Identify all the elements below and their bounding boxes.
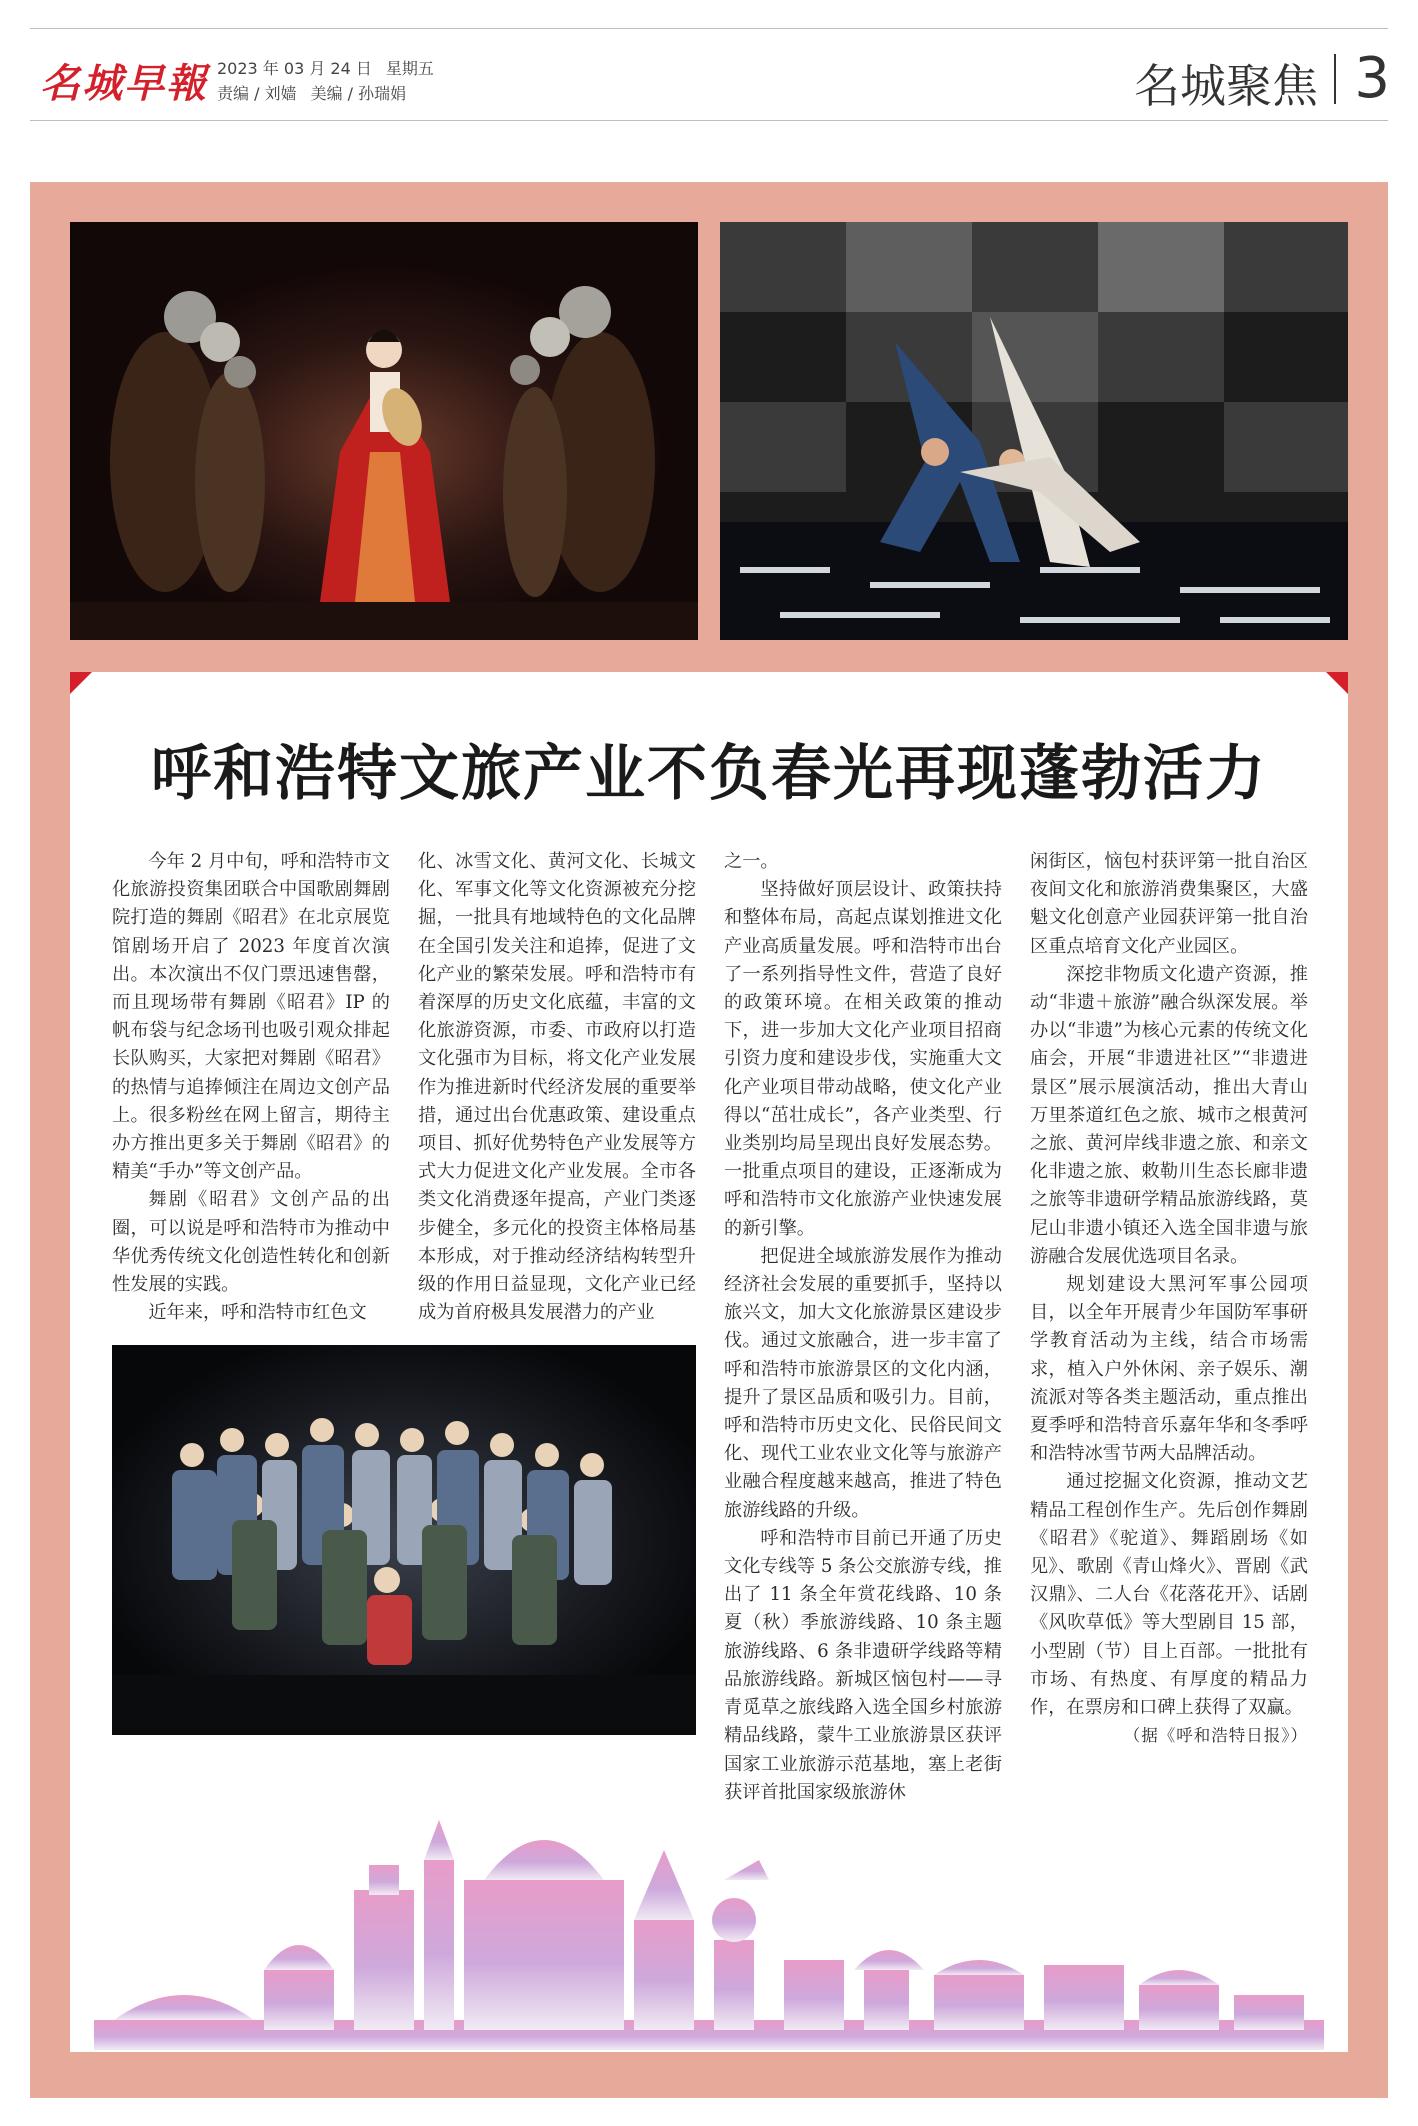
article-column-4 (1030, 848, 1308, 1751)
article-paragraph: 呼和浩特市目前已开通了历史文化专线等 5 条公交旅游专线，推出了 11 条全年赏花线路、10 条夏（秋）季旅游线路、10 条主题旅游线路、6 条非遗研学线路等精品旅游线路。新城区恼包村——寻青觅草之旅线路入选全国乡村旅游精品线路，蒙牛工业旅游景区获评国家工业旅游示范基地，塞上老街获评首批国家级旅游休 (724, 1527, 1002, 1803)
article-paragraph: 今年 2 月中旬，呼和浩特市文化旅游投资集团联合中国歌剧舞剧院打造的舞剧《昭君》在北京展览馆剧场开启了 2023 年度首次演出。本次演出不仅门票迅速售罄，而且现场带有舞剧《昭君》IP 的帆布袋与纪念场刊也吸引观众排起长队购买，大家把对舞剧《昭君》的热情与追捧倾注在周边文创产品上。很多粉丝在网上留言，期待主办方推出更多关于舞剧《昭君》的精美“手办”等文创产品。 (112, 851, 390, 1183)
article-paragraph: 之一。 (724, 851, 779, 872)
issue-editor: 责编 / 刘嫱 (217, 84, 297, 103)
article-column-2 (418, 848, 696, 1327)
article-paragraph: 深挖非物质文化遗产资源，推动“非遗＋旅游”融合纵深发展。举办以“非遗”为核心元素的传统文化庙会，开展“非遗进社区”“非遗进景区”展示展演活动，推出大青山万里茶道红色之旅、城市之根黄河之旅、黄河岸线非遗之旅、和亲文化非遗之旅、敕勒川生态长廊非遗之旅等非遗研学精品旅游线路，莫尼山非遗小镇还入选全国非遗与旅游融合发展优选项目名录。 (1030, 963, 1308, 1267)
issue-date-line (217, 56, 448, 81)
photo-ensemble-cast (112, 1345, 696, 1735)
article-paragraph: 舞剧《昭君》文创产品的出圈，可以说是呼和浩特市为推动中华优秀传统文化创造性转化和创新性发展的实践。 (112, 1189, 390, 1296)
corner-marker-left (70, 672, 92, 694)
masthead-bottom-rule (30, 120, 1388, 121)
article-column-3 (724, 848, 1002, 1807)
city-skyline-illustration (94, 1770, 1324, 2070)
article-headline: 呼和浩特文旅产业不负春光再现蓬勃活力 (151, 739, 1267, 809)
article-source-credit: （据《呼和浩特日报》） (1123, 1726, 1308, 1746)
article-paragraph: 坚持做好顶层设计、政策扶持和整体布局，高起点谋划推进文化产业高质量发展。呼和浩特市出台了一系列指导性文件，营造了良好的政策环境。在相关政策的推动下，进一步加大文化产业项目招商引资力度和建设步伐，实施重大文化产业项目带动战略，使文化产业得以“茁壮成长”，各产业类型、行业类别均局呈现出良好发展态势。一批重点项目的建设，正逐渐成为呼和浩特市文化旅游产业快速发展的新引擎。 (724, 879, 1002, 1239)
photo-dance-duo (720, 222, 1348, 640)
article-column-1 (112, 848, 390, 1327)
corner-marker-right (1326, 672, 1348, 694)
article-paragraph: 化、冰雪文化、黄河文化、长城文化、军事文化等文化资源被充分挖掘，一批具有地域特色的文化品牌在全国引发关注和追捧，促进了文化产业的繁荣发展。呼和浩特市有着深厚的历史文化底蕴，丰富的文化旅游资源，市委、市政府以打造文化强市为目标，将文化产业发展作为推进新时代经济发展的重要举措，通过出台优惠政策、建设重点项目、抓好优势特色产业发展等方式大力促进文化产业发展。全市各类文化消费逐年提高，产业门类逐步健全，多元化的投资主体格局基本形成，对于推动经济结构转型升级的作用日益显现，文化产业已经成为首府极具发展潜力的产业 (418, 851, 696, 1324)
masthead-top-rule (30, 28, 1388, 29)
issue-designer: 美编 / 孙瑞娟 (310, 84, 407, 103)
article-paragraph: 闲街区，恼包村获评第一批自治区夜间文化和旅游消费集聚区，大盛魁文化创意产业园获评第一批自治区重点培育文化产业园区。 (1030, 851, 1308, 957)
issue-weekday: 星期五 (385, 59, 434, 78)
article-paragraph: 把促进全域旅游发展作为推动经济社会发展的重要抓手，坚持以旅兴文，加大文化旅游景区建设步伐。通过文旅融合，进一步丰富了呼和浩特市旅游景区的文化内涵，提升了景区品质和吸引力。目前，呼和浩特市历史文化、民俗民间文化、现代工业农业文化等与旅游产业融合程度越来越高，推进了特色旅游线路的升级。 (724, 1245, 1002, 1521)
section-divider (1334, 54, 1336, 104)
article-paragraph: 通过挖掘文化资源，推动文艺精品工程创作生产。先后创作舞剧《昭君》《驼道》、舞蹈剧场《如见》、歌剧《青山烽火》、晋剧《武汉鼎》、二人台《花落花开》、话剧《风吹草低》等大型剧目 15 部，小型剧（节）目上百部。一批批有市场、有热度、有厚度的精品力作，在票房和口碑上获得了双赢。 (1030, 1471, 1308, 1719)
section-title: 名城聚焦 (1134, 59, 1318, 113)
article-paragraph: 规划建设大黑河军事公园项目，以全年开展青少年国防军事研学教育活动为主线，结合市场需求，植入户外休闲、亲子娱乐、潮流派对等各类主题活动，重点推出夏季呼和浩特音乐嘉年华和冬季呼和浩特冰雪节两大品牌活动。 (1030, 1274, 1308, 1465)
issue-info (217, 56, 448, 106)
issue-staff-line (217, 81, 448, 106)
photo-dance-drama-pipa (70, 222, 698, 640)
page-number: 3 (1354, 46, 1390, 111)
issue-date: 2023 年 03 月 24 日 (217, 59, 372, 78)
article-paragraph: 近年来，呼和浩特市红色文 (148, 1302, 367, 1324)
newspaper-logo: 名城早報 (40, 60, 208, 107)
